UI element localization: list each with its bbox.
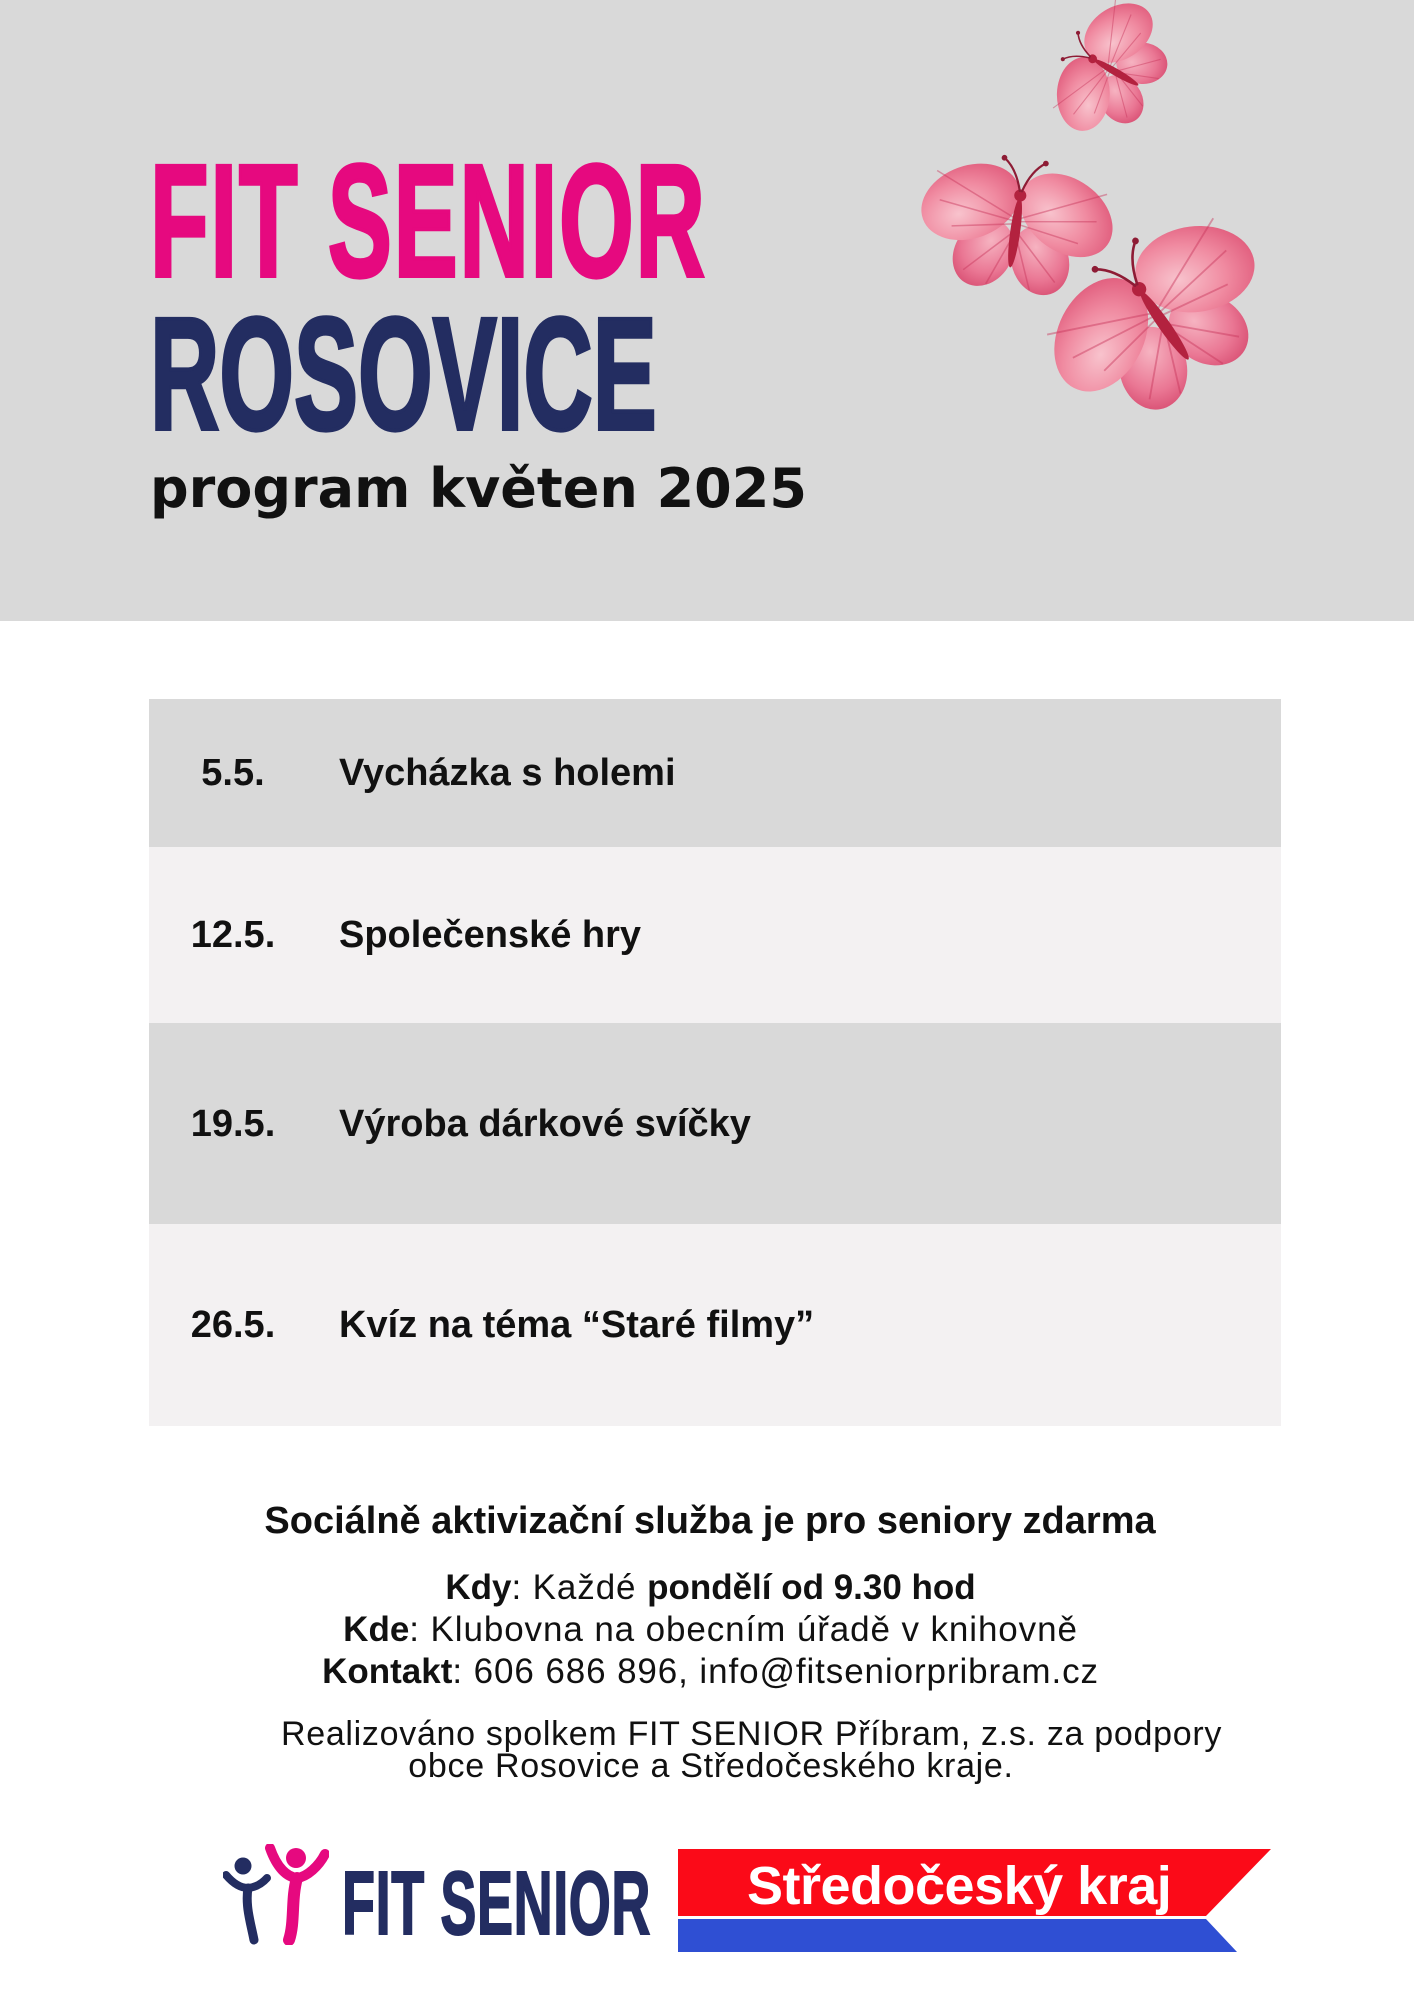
contact-label: Kontakt — [322, 1652, 453, 1691]
pink-figure-head — [286, 1848, 306, 1868]
service-tagline: Sociálně aktivizační služba je pro seniory zdarma — [264, 1500, 1156, 1542]
where-text: : Klubovna na obecním úřadě v knihovně — [409, 1610, 1078, 1649]
program-subtitle: program květen 2025 — [150, 457, 807, 520]
schedule-activity: Výroba dárkové svíčky — [339, 1102, 751, 1145]
credits-line: obce Rosovice a Středočeského kraje. — [408, 1747, 1014, 1785]
butterfly-icon — [1026, 0, 1199, 167]
when-label: Kdy — [445, 1568, 512, 1607]
schedule-row — [149, 1224, 1281, 1426]
butterflies-decoration — [880, 0, 1340, 460]
schedule-table — [149, 699, 1281, 1426]
schedule-date: 5.5. — [201, 752, 265, 794]
schedule-row — [149, 1023, 1281, 1224]
schedule-row — [149, 847, 1281, 1023]
people-icon — [223, 1844, 329, 1945]
schedule-activity: Vycházka s holemi — [339, 752, 676, 794]
schedule-date: 12.5. — [190, 914, 276, 956]
when-highlight: pondělí od 9.30 hod — [647, 1568, 976, 1607]
pink-figure-body — [289, 1878, 297, 1940]
region-flag-blue-band — [678, 1919, 1237, 1952]
contact-text: : 606 686 896, info@fitseniorpribram.cz — [452, 1652, 1099, 1691]
region-logo-text: Středočeský kraj — [747, 1856, 1172, 1916]
title-fit-senior: FIT SENIOR — [150, 131, 707, 310]
credits-line: Realizováno spolkem FIT SENIOR Příbram, z.s. za podpory — [280, 1715, 1223, 1753]
schedule-date: 26.5. — [190, 1304, 276, 1346]
where-label: Kde — [343, 1610, 410, 1649]
when-text: : Každé — [511, 1568, 648, 1607]
schedule-activity: Kvíz na téma “Staré filmy” — [339, 1304, 815, 1346]
contact-line — [7, 1651, 1414, 1693]
event-details — [0, 1567, 1414, 1693]
fit-senior-logo-text: FIT SENIOR — [342, 1854, 652, 1954]
where-line — [7, 1609, 1414, 1651]
schedule-date: 19.5. — [190, 1102, 276, 1145]
navy-figure-body — [247, 1888, 254, 1940]
title-place: ROSOVICE — [150, 284, 657, 463]
credits-note — [0, 1715, 1414, 1785]
schedule-activity: Společenské hry — [339, 914, 642, 956]
navy-figure-head — [235, 1858, 252, 1875]
schedule-row — [149, 699, 1281, 847]
when-line — [7, 1567, 1414, 1609]
header-banner — [0, 0, 1414, 621]
